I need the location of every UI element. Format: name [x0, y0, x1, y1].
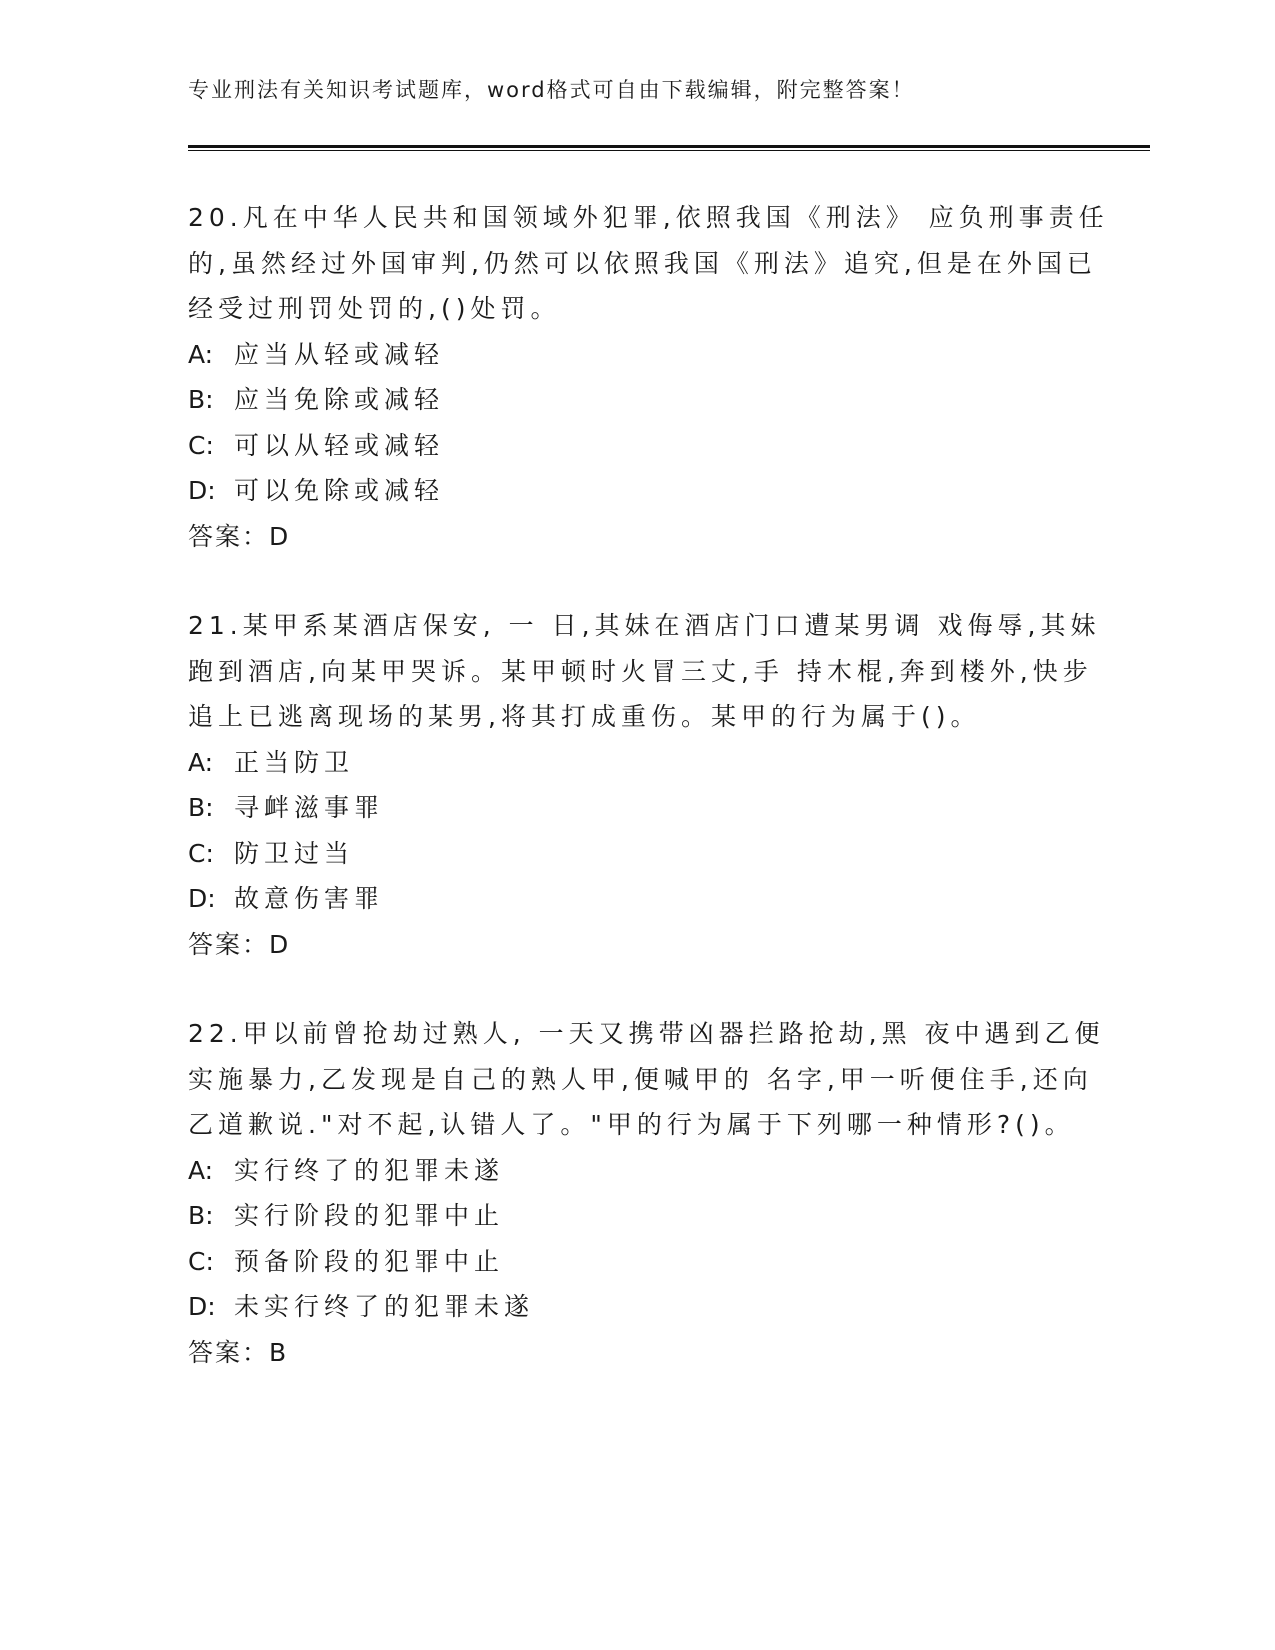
option-letter: D: — [188, 476, 216, 505]
option-text: 可以免除或减轻 — [234, 476, 445, 505]
option-text: 应当免除或减轻 — [234, 385, 445, 414]
option-text: 故意伤害罪 — [234, 884, 385, 913]
option-letter: A: — [188, 1155, 214, 1185]
question-stem-line: 20.凡在中华人民共和国领域外犯罪,依照我国《刑法》 应负刑事责任 — [188, 203, 1109, 232]
question-stem-line: 21.某甲系某酒店保安, 一 日,其妹在酒店门口遭某男调 戏侮辱,其妹 — [188, 611, 1101, 640]
option-letter: B: — [188, 1201, 214, 1230]
option-letter: C: — [188, 430, 214, 460]
question-stem-line: 的,虽然经过外国审判,仍然可以依照我国《刑法》追究,但是在外国已 — [188, 248, 1097, 278]
option-text: 防卫过当 — [234, 838, 355, 868]
option-text: 实行终了的犯罪未遂 — [234, 1155, 505, 1185]
option-text: 实行阶段的犯罪中止 — [234, 1201, 505, 1230]
option-text: 寻衅滋事罪 — [234, 793, 385, 822]
option-a — [188, 332, 1088, 378]
option-letter: B: — [188, 793, 214, 822]
option-text: 可以从轻或减轻 — [234, 430, 445, 460]
option-letter: B: — [188, 385, 214, 414]
option-text: 未实行终了的犯罪未遂 — [234, 1292, 535, 1321]
option-b — [188, 1193, 1088, 1239]
option-d — [188, 468, 1088, 514]
answer-label: 答案：D — [188, 521, 291, 551]
question-stem-line: 实施暴力,乙发现是自己的熟人甲,便喊甲的 名字,甲一听便住手,还向 — [188, 1064, 1093, 1094]
option-c — [188, 1239, 1088, 1285]
option-d — [188, 1284, 1088, 1330]
option-letter: A: — [188, 747, 214, 777]
question-20 — [188, 195, 1109, 559]
question-stem-line: 跑到酒店,向某甲哭诉。某甲顿时火冒三丈,手 持木棍,奔到楼外,快步 — [188, 656, 1093, 686]
header-rule-thick — [188, 145, 1150, 148]
option-letter: C: — [188, 838, 214, 868]
option-b — [188, 377, 1088, 423]
option-a — [188, 1148, 1088, 1194]
question-22 — [188, 1011, 1105, 1375]
question-stem-line: 追上已逃离现场的某男,将其打成重伤。某甲的行为属于()。 — [188, 702, 981, 731]
option-letter: D: — [188, 884, 216, 913]
question-stem-line: 经受过刑罚处罚的,()处罚。 — [188, 294, 561, 323]
answer-label: 答案：D — [188, 929, 291, 959]
option-letter: D: — [188, 1292, 216, 1321]
option-text: 正当防卫 — [234, 747, 355, 777]
option-letter: C: — [188, 1246, 214, 1276]
option-b — [188, 785, 1088, 831]
option-c — [188, 423, 1088, 469]
header-rule-thin — [188, 150, 1150, 151]
option-c — [188, 831, 1088, 877]
option-text: 预备阶段的犯罪中止 — [234, 1246, 505, 1276]
option-text: 应当从轻或减轻 — [234, 339, 445, 369]
answer-label: 答案：B — [188, 1337, 289, 1367]
option-d — [188, 876, 1088, 922]
document-header: 专业刑法有关知识考试题库，word格式可自由下载编辑，附完整答案！ — [188, 78, 915, 102]
question-21 — [188, 603, 1101, 967]
question-stem-line: 乙道歉说."对不起,认错人了。"甲的行为属于下列哪一种情形?()。 — [188, 1110, 1075, 1139]
question-stem-line: 22.甲以前曾抢劫过熟人, 一天又携带凶器拦路抢劫,黑 夜中遇到乙便 — [188, 1019, 1105, 1048]
option-letter: A: — [188, 339, 214, 369]
option-a — [188, 740, 1088, 786]
